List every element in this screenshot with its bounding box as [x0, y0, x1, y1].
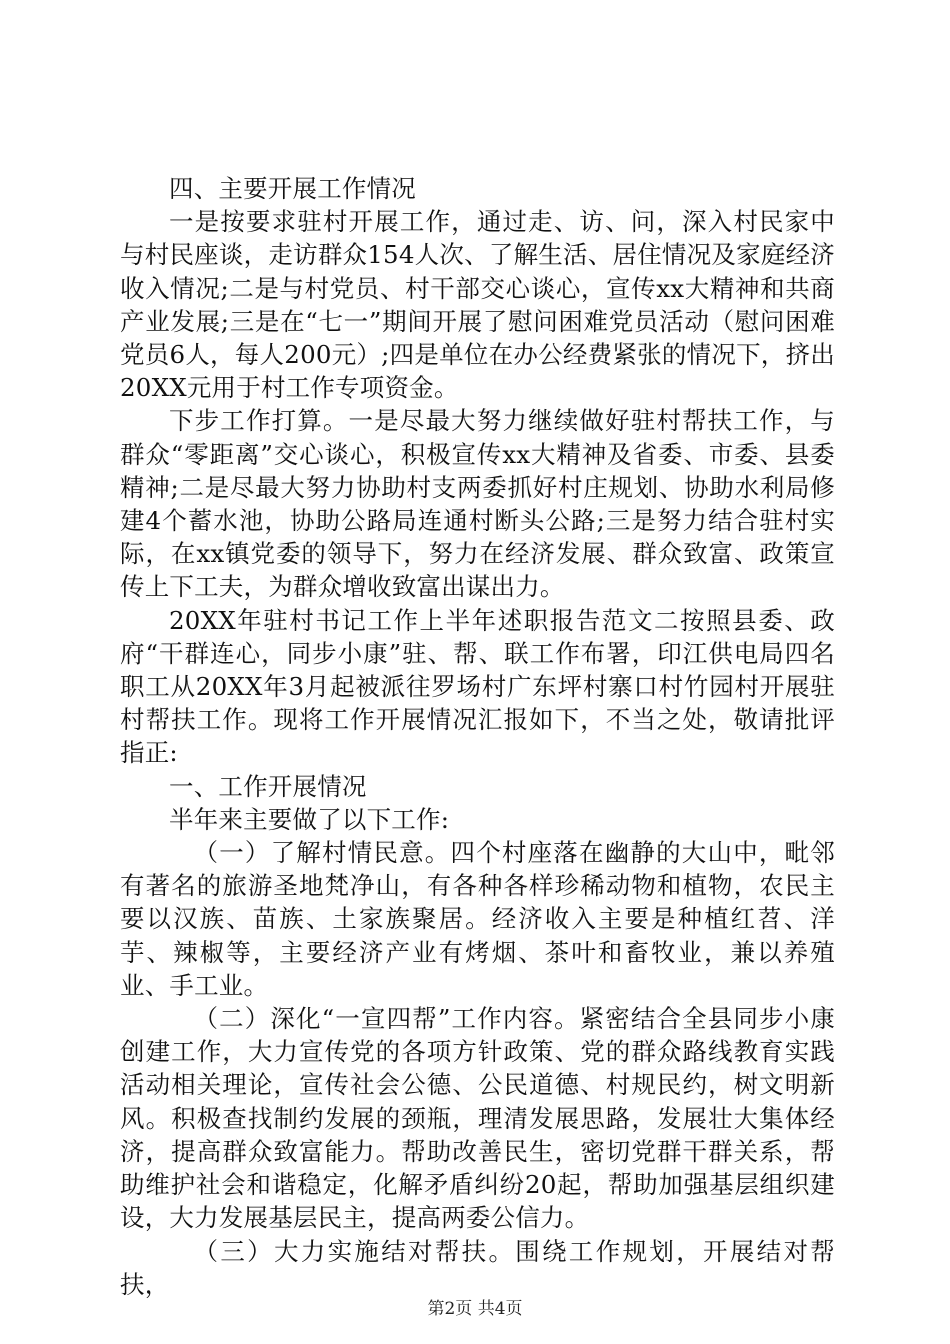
paragraph-next-steps: 下步工作打算。一是尽最大努力继续做好驻村帮扶工作，与群众“零距离”交心谈心，积极宣传xx大精神及省委、市委、县委精神;二是尽最大努力协助村支两委抓好村庄规划、协助水利局修建4个蓄水池，协助公路局连通村断头公路;三是努力结合驻村实际，在xx镇党委的领导下，努力在经济发展、群众致富、政策宣传上下工夫，为群众增收致富出谋出力。 [120, 406, 835, 602]
paragraph-half-year-summary: 半年来主要做了以下工作: [169, 804, 450, 834]
document-body [120, 172, 835, 1301]
paragraph-work-details: 一是按要求驻村开展工作，通过走、访、问，深入村民家中与村民座谈，走访群众154人次、了解生活、居住情况及家庭经济收入情况;二是与村党员、村干部交心谈心，宣传xx大精神和共商产业发展;三是在“七一”期间开展了慰问困难党员活动（慰问困难党员6人，每人200元）;四是单位在办公经费紧张的情况下，挤出20XX元用于村工作专项资金。 [120, 207, 835, 403]
paragraph-report-intro: 20XX年驻村书记工作上半年述职报告范文二按照县委、政府“干群连心，同步小康”驻、帮、联工作布署，印江供电局四名职工从20XX年3月起被派往罗场村广东坪村寨口村竹园村开展驻村帮扶工作。现将工作开展情况汇报如下，不当之处，敬请批评指正: [120, 605, 835, 768]
page-number-footer: 第2页 共4页 [427, 1299, 523, 1319]
paragraph-pair-assistance: （三）大力实施结对帮扶。围绕工作规划，开展结对帮扶， [120, 1236, 835, 1299]
section-heading-work-status: 一、工作开展情况 [169, 771, 367, 801]
section-heading-main-work: 四、主要开展工作情况 [169, 174, 416, 203]
paragraph-village-conditions: （一）了解村情民意。四个村座落在幽静的大山中，毗邻有著名的旅游圣地梵净山，有各种各样珍稀动物和植物，农民主要以汉族、苗族、土家族聚居。经济收入主要是种植红苕、洋芋、辣椒等，主要经济产业有烤烟、茶叶和畜牧业，兼以养殖业、手工业。 [120, 838, 835, 1000]
paragraph-deepen-work: （二）深化“一宣四帮”工作内容。紧密结合全县同步小康创建工作，大力宣传党的各项方针政策、党的群众路线教育实践活动相关理论，宣传社会公德、公民道德、村规民约，树文明新风。积极查找制约发展的颈瓶，理清发展思路，发展壮大集体经济，提高群众致富能力。帮助改善民生，密切党群干群关系，帮助维护社会和谐稳定，化解矛盾纠纷20起，帮助加强基层组织建设，大力发展基层民主，提高两委公信力。 [120, 1004, 835, 1233]
